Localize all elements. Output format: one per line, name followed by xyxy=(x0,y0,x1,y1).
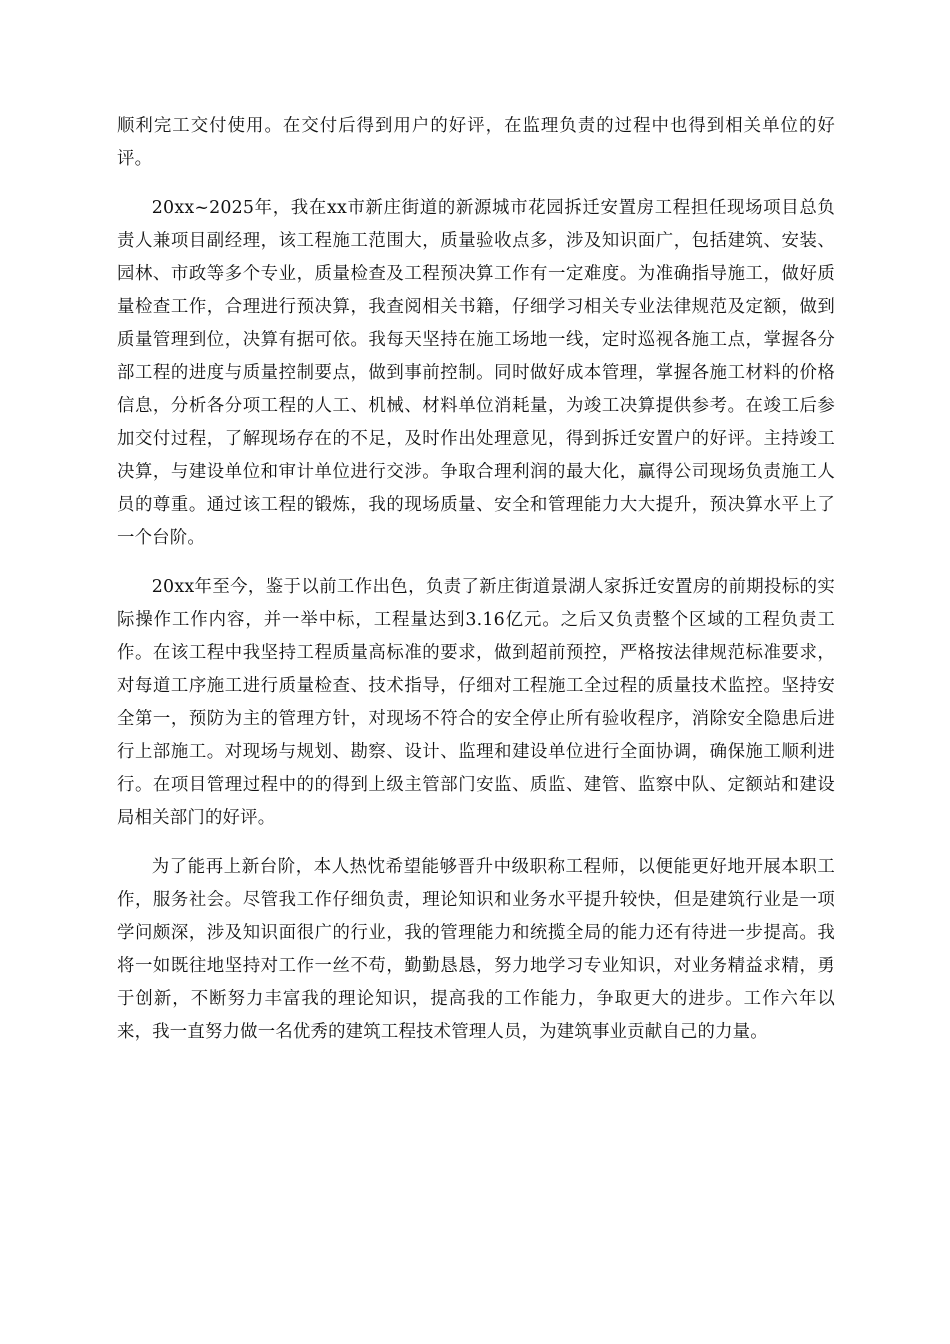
document-body xyxy=(117,110,835,1049)
paragraph-promotion-goal: 为了能再上新台阶，本人热忱希望能够晋升中级职称工程师，以便能更好地开展本职工作，服务社会。尽管我工作仔细负责，理论知识和业务水平提升较快，但是建筑行业是一项学问颇深，涉及知识面很广的行业，我的管理能力和统揽全局的能力还有待进一步提高。我将一如既往地坚持对工作一丝不苟，勤勤恳恳，努力地学习专业知识，对业务精益求精，勇于创新，不断努力丰富我的理论知识，提高我的工作能力，争取更大的进步。工作六年以来，我一直努力做一名优秀的建筑工程技术管理人员，为建筑事业贡献自己的力量。 xyxy=(117,857,835,1042)
paragraph-continuation: 顺利完工交付使用。在交付后得到用户的好评，在监理负责的过程中也得到相关单位的好评。 xyxy=(117,116,835,169)
paragraph-jinghu-project: 20xx年至今，鉴于以前工作出色，负责了新庄街道景湖人家拆迁安置房的前期投标的实际操作工作内容，并一举中标，工程量达到3.16亿元。之后又负责整个区域的工程负责工作。在该工程中我坚持工程质量高标准的要求，做到超前预控，严格按法律规范标准要求，对每道工序施工进行质量检查、技术指导，仔细对工程施工全过程的质量技术监控。坚持安全第一，预防为主的管理方针，对现场不符合的安全停止所有验收程序，消除安全隐患后进行上部施工。对现场与规划、勘察、设计、监理和建设单位进行全面协调，确保施工顺利进行。在项目管理过程中的的得到上级主管部门安监、质监、建管、监察中队、定额站和建设局相关部门的好评。 xyxy=(117,577,835,828)
paragraph-xinyuan-project: 20xx~2025年，我在xx市新庄街道的新源城市花园拆迁安置房工程担任现场项目总负责人兼项目副经理，该工程施工范围大，质量验收点多，涉及知识面广，包括建筑、安装、园林、市政等多个专业，质量检查及工程预决算工作有一定难度。为准确指导施工，做好质量检查工作，合理进行预决算，我查阅相关书籍，仔细学习相关专业法律规范及定额，做到质量管理到位，决算有据可依。我每天坚持在施工场地一线，定时巡视各施工点，掌握各分部工程的进度与质量控制要点，做到事前控制。同时做好成本管理，掌握各施工材料的价格信息，分析各分项工程的人工、机械、材料单位消耗量，为竣工决算提供参考。在竣工后参加交付过程，了解现场存在的不足，及时作出处理意见，得到拆迁安置户的好评。主持竣工决算，与建设单位和审计单位进行交涉。争取合理利润的最大化，赢得公司现场负责施工人员的尊重。通过该工程的锻炼，我的现场质量、安全和管理能力大大提升，预决算水平上了一个台阶。 xyxy=(117,198,835,548)
